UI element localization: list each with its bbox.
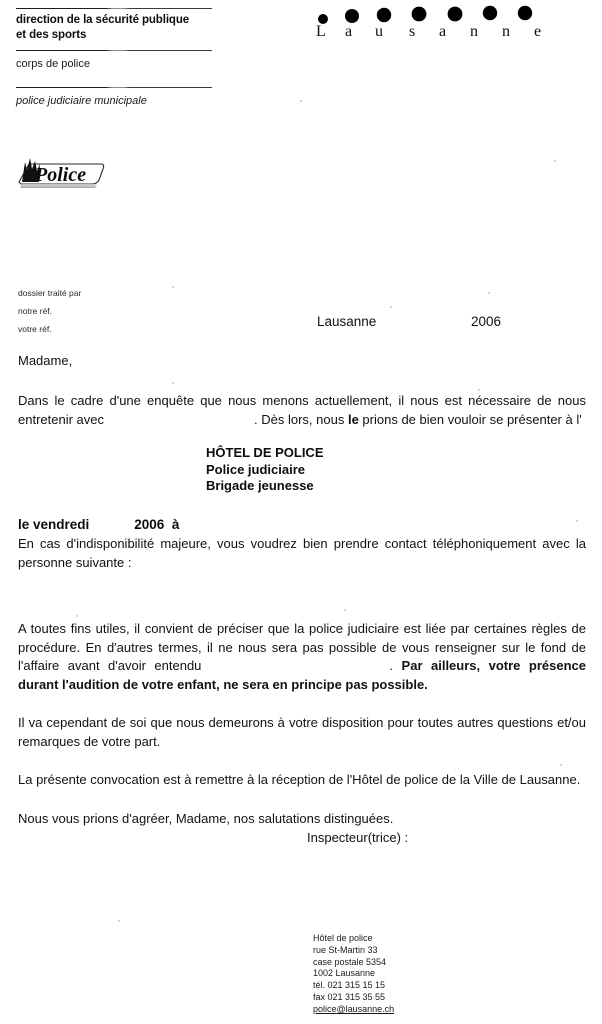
inspector-signature-label: Inspecteur(trice) : <box>307 830 409 845</box>
svg-text:a: a <box>439 23 447 40</box>
footer-line-hotel: Hôtel de police <box>313 933 373 943</box>
dateline-place: Lausanne <box>317 314 377 329</box>
police-logo <box>13 155 105 195</box>
paragraph-intro-bold: le <box>347 411 359 427</box>
paragraph-procedure-bold: Par ailleurs, votre présence durant l'audition de votre enfant, ne sera en principe pas possible. <box>18 658 586 692</box>
footer-line-tel: tél. 021 315 15 15 <box>313 980 386 991</box>
notre-ref-label: notre réf. <box>18 306 53 316</box>
corps-de-police-label: corps de police <box>16 58 90 70</box>
police-judiciaire-label: police judiciaire municipale <box>16 95 147 107</box>
header-rule-bottom <box>16 87 212 88</box>
dateline-year: 2006 <box>471 314 502 329</box>
dossier-traite-par-label: dossier traité par <box>18 288 82 298</box>
paragraph-procedure-part-b: . <box>389 658 394 673</box>
department-title <box>16 13 212 43</box>
paragraph-intro-part-c: prions de bien vouloir se présenter à l' <box>362 411 582 427</box>
svg-text:n: n <box>502 23 510 40</box>
reference-block <box>18 284 198 338</box>
scan-speckle <box>560 764 562 766</box>
appointment-line: le vendredi 2006 à <box>18 517 180 532</box>
paragraph-intro-part-a: Dans le cadre d'une enquête que nous menons actuellement, il nous est nécessaire de nous entretenir avec <box>18 393 586 427</box>
salutation: Madame, <box>18 353 73 368</box>
department-title-line1: direction de la sécurité publique <box>16 14 190 26</box>
paragraph-procedure <box>18 620 586 694</box>
svg-text:Police: Police <box>35 164 87 186</box>
footer-line-city: 1002 Lausanne <box>313 968 376 979</box>
address-line-brigade: Brigade jeunesse <box>206 478 314 493</box>
address-line-judiciaire: Police judiciaire <box>206 461 305 477</box>
header-rule-middle <box>16 50 212 51</box>
footer-email-link[interactable]: police@lausanne.ch <box>313 1003 395 1014</box>
paragraph-closing: Nous vous prions d'agréer, Madame, nos salutations distinguées. <box>18 810 394 826</box>
footer-line-postbox: case postale 5354 <box>313 956 387 967</box>
letter-body <box>18 352 586 828</box>
paragraph-intro <box>18 392 586 429</box>
svg-text:u: u <box>375 23 383 40</box>
svg-text:e: e <box>534 23 542 40</box>
footer-line-street: rue St-Martin 33 <box>313 944 378 955</box>
scan-speckle <box>172 382 174 384</box>
svg-text:L: L <box>316 23 326 40</box>
scan-speckle <box>576 520 578 522</box>
votre-ref-label: votre réf. <box>18 324 52 334</box>
scan-speckle <box>300 100 302 102</box>
scan-speckle <box>172 286 174 288</box>
svg-text:s: s <box>409 23 416 40</box>
paragraph-availability: Il va cependant de soi que nous demeurons à votre disposition pour toutes autres questions et/ou remarques de votre part. <box>18 715 586 749</box>
paragraph-reception: La présente convocation est à remettre à la réception de l'Hôtel de police de la Ville de Lausanne. <box>18 772 581 787</box>
scan-speckle <box>478 389 480 391</box>
paragraph-intro-part-b: . Dès lors, nous <box>254 411 345 427</box>
header-rule-top <box>16 8 212 9</box>
scan-speckle <box>76 615 78 617</box>
address-line-hotel: HÔTEL DE POLICE <box>206 445 324 460</box>
footer-address <box>313 933 394 1016</box>
scan-speckle <box>390 306 392 308</box>
paragraph-procedure-part-a: A toutes fins utiles, il convient de préciser que la police judiciaire est liée par certaines règles de procédure. En d'autres termes, il ne nous sera pas possible de vous renseigner sur le fond de l'affaire avant d'avoir entendu <box>18 621 586 673</box>
svg-text:a: a <box>345 23 353 40</box>
department-header <box>16 0 212 108</box>
department-title-line2: et des sports <box>16 29 87 41</box>
scan-speckle <box>118 920 120 922</box>
hotel-de-police-address <box>206 445 324 495</box>
paragraph-unavailability: En cas d'indisponibilité majeure, vous voudrez bien prendre contact téléphoniquement avec la personne suivante : <box>18 536 586 570</box>
scan-speckle <box>344 609 346 611</box>
svg-text:n: n <box>470 23 478 40</box>
lausanne-wordmark <box>312 2 552 48</box>
scan-speckle <box>488 292 490 294</box>
scan-speckle <box>554 160 556 162</box>
footer-line-fax: fax 021 315 35 55 <box>313 991 386 1002</box>
